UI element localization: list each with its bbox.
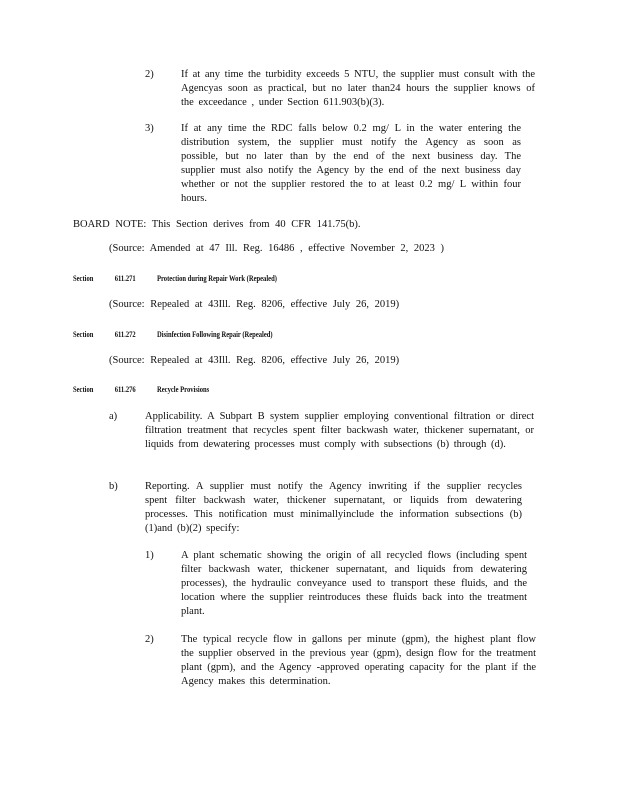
- subsection-letter: b): [109, 481, 118, 492]
- section-number: 611.272: [114, 330, 136, 339]
- source-note-amended: (Source: Amended at 47 Ill. Reg. 16486 , effective November 2, 2023 ): [109, 243, 444, 254]
- section-heading-611-276: [73, 384, 231, 396]
- section-label: Section: [73, 330, 94, 339]
- item-text-plant-schematic: A plant schematic showing the origin of all recycled flows (including spent filter backwash water, thickener supernatant, and liquids from dewatering processes), the hydraulic conveyance used to transport these fluids, and the location where the supplier reintroduces these fluids back into the treatment plant.: [181, 550, 527, 617]
- section-title: Disinfection Following Repair (Repealed): [157, 330, 273, 339]
- item-text-recycle-flow: The typical recycle flow in gallons per minute (gpm), the highest plant flow the supplier observed in the previous year (gpm), design flow for the treatment plant (gpm), and the Agency -approved operating capacity for the plant if the Agency makes this determination.: [181, 634, 536, 687]
- item-number: 2): [145, 634, 154, 645]
- section-title: Protection during Repair Work (Repealed): [157, 274, 277, 283]
- subsection-letter: a): [109, 411, 118, 422]
- section-label: Section: [73, 385, 94, 394]
- source-note-repealed: (Source: Repealed at 43Ill. Reg. 8206, effective July 26, 2019): [109, 299, 400, 310]
- board-note: BOARD NOTE: This Section derives from 40 CFR 141.75(b).: [73, 219, 361, 230]
- subsection-text-applicability: Applicability. A Subpart B system supplier employing conventional filtration or direct filtration treatment that recycles spent filter backwash water, thickener supernatant, or liquids from dewatering processes must comply with subsections (b) through (d).: [145, 411, 534, 450]
- section-number: 611.276: [114, 385, 136, 394]
- item-number: 3): [145, 123, 154, 134]
- item-text-rdc: If at any time the RDC falls below 0.2 mg/ L in the water entering the distribution system, the supplier must notify the Agency as soon as possible, but no later than by the end of the next business day. The supplier must also notify the Agency by the end of the next business day whether or not the supplier restored the to at least 0.2 mg/ L within four hours.: [181, 123, 521, 204]
- subsection-text-reporting: Reporting. A supplier must notify the Agency inwriting if the supplier recycles spent filter backwash water, thickener supernatant, or liquids from dewatering processes. This notification must minimallyinclude the information subsections (b)(1)and (b)(2) specify:: [145, 481, 522, 534]
- item-number: 1): [145, 550, 154, 561]
- source-note-repealed: (Source: Repealed at 43Ill. Reg. 8206, effective July 26, 2019): [109, 355, 400, 366]
- section-label: Section: [73, 274, 94, 283]
- section-number: 611.271: [114, 274, 136, 283]
- item-text-turbidity: If at any time the turbidity exceeds 5 NTU, the supplier must consult with the Agencyas soon as practical, but no later than24 hours the supplier knows of the exceedance , under Section 611.903(b)(3).: [181, 69, 535, 108]
- section-heading-611-271: [73, 273, 298, 285]
- item-number: 2): [145, 69, 154, 80]
- section-heading-611-272: [73, 329, 294, 341]
- section-title: Recycle Provisions: [157, 385, 210, 394]
